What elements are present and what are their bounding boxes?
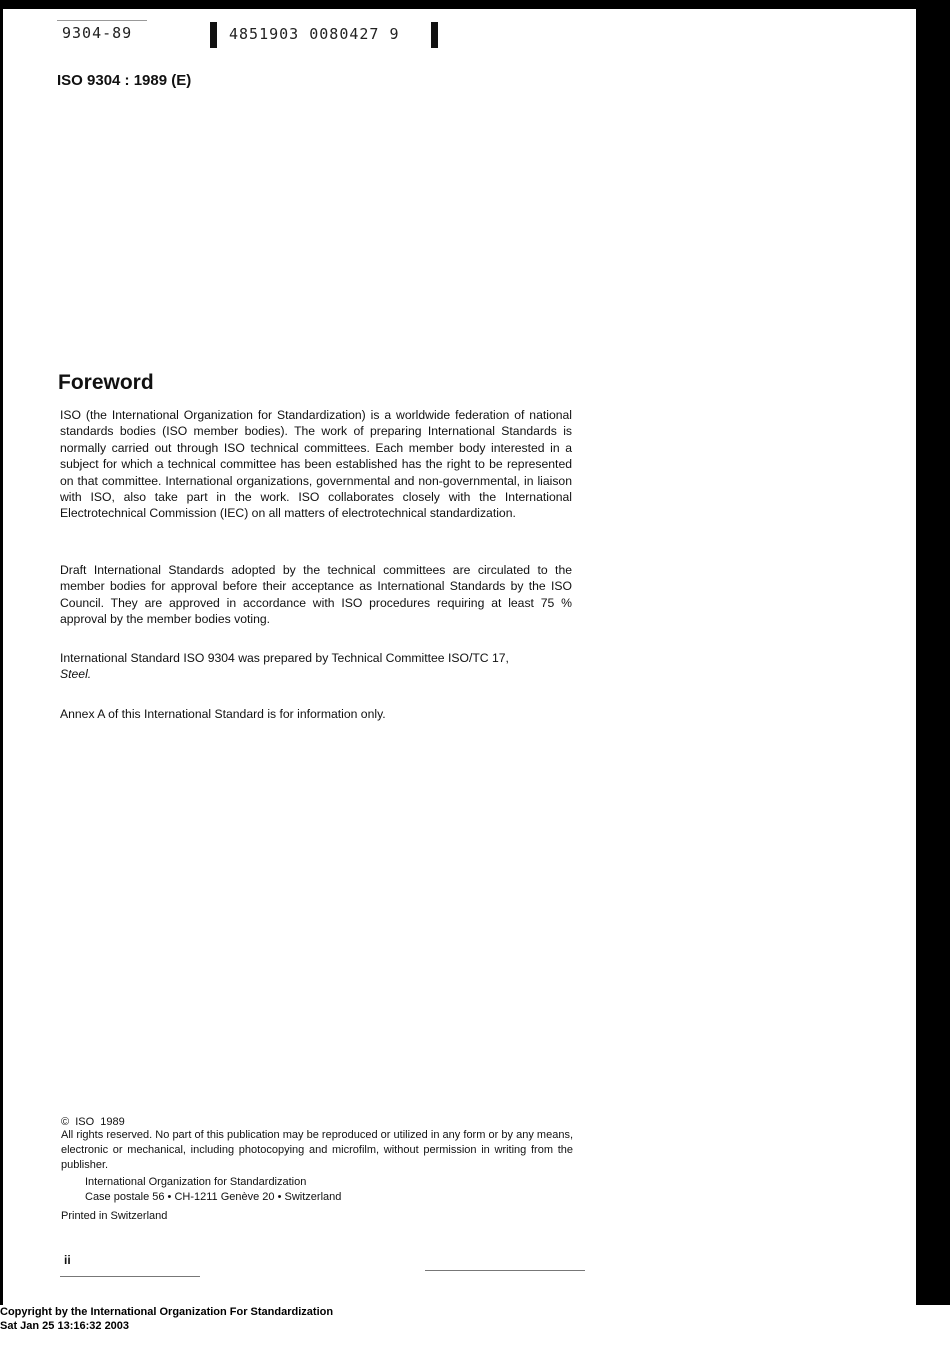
- scan-code: 9304-89: [62, 24, 133, 42]
- printed-in: Printed in Switzerland: [61, 1210, 168, 1222]
- publisher-address: Case postale 56 • CH-1211 Genève 20 • Switzerland: [85, 1191, 342, 1203]
- barcode-mark: [210, 22, 217, 48]
- barcode-number: 4851903 0080427 9: [229, 25, 400, 43]
- scan-artifact: [57, 20, 147, 21]
- rights-notice: All rights reserved. No part of this publication may be reproduced or utilized in any form or by any means, electronic or mechanical, including photocopying and microfilm, without permission in writing from the publisher.: [61, 1129, 573, 1171]
- foreword-paragraph: ISO (the International Organization for Standardization) is a worldwide federation of national standards bodies (ISO member bodies). The work of preparing International Standards is normally carried out through ISO technical committees. Each member body interested in a subject for which a technical committee has been established has the right to be represented on that committee. International organizations, governmental and non-governmental, in liaison with ISO, also take part in the work. ISO collaborates closely with the International Electrotechnical Commission (IEC) on all matters of electrotechnical standardization.: [60, 408, 572, 521]
- prepared-by-paragraph: [60, 650, 572, 683]
- foreword-paragraph: Draft International Standards adopted by the technical committees are circulated to the member bodies for approval before their acceptance as International Standards by the ISO Council. They are approved in accordance with ISO procedures requiring at least 75 % approval by the member bodies voting.: [60, 563, 572, 627]
- section-title: Foreword: [58, 371, 154, 394]
- annex-note: Annex A of this International Standard is for information only.: [60, 707, 386, 721]
- scan-artifact: [425, 1270, 585, 1271]
- publisher-org: International Organization for Standardization: [85, 1176, 307, 1188]
- footer-timestamp: Sat Jan 25 13:16:32 2003: [0, 1320, 130, 1332]
- footer-copyright: Copyright by the International Organization For Standardization: [0, 1306, 334, 1318]
- prepared-by-text: International Standard ISO 9304 was prepared by Technical Committee ISO/TC 17,: [60, 651, 509, 665]
- committee-name: Steel.: [60, 667, 92, 682]
- copyright-line: © ISO 1989: [61, 1116, 125, 1128]
- barcode-mark: [431, 22, 438, 48]
- document-id: ISO 9304 : 1989 (E): [57, 72, 192, 89]
- scan-artifact: [60, 1276, 200, 1277]
- page-number: ii: [64, 1253, 71, 1267]
